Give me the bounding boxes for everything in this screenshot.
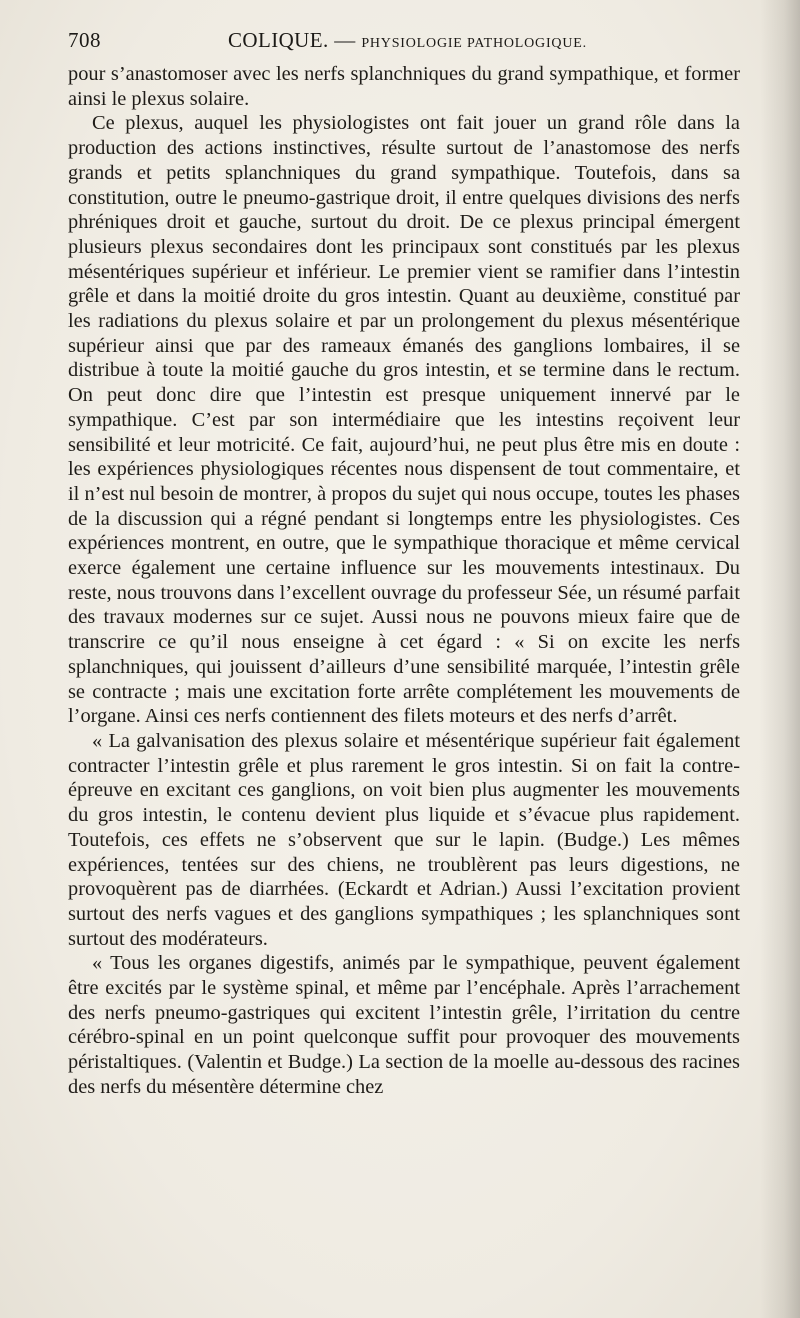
running-head-separator: — — [328, 28, 362, 52]
page-header — [68, 28, 740, 60]
paragraph-continuation: pour s’anastomoser avec les nerfs splanchniques du grand sympathique, et former ainsi le plexus solaire. — [68, 63, 740, 110]
running-head-title: COLIQUE. — [228, 28, 329, 52]
paragraph-galvanisation: « La galvanisation des plexus solaire et mésentérique supérieur fait également contracter l’intestin grêle et plus rarement le gros intestin. Si on fait la contre-épreuve en excitant ces ganglions, on voit bien plus augmenter les mouvements du gros intestin, le contenu devient plus liquide et s’évacue plus rapidement. Toutefois, ces effets ne s’observent que sur le lapin. (Budge.) Les mêmes expériences, tentées sur des chiens, ne troublèrent pas leurs digestions, ne provoquèrent pas de diarrhées. (Eckardt et Adrian.) Aussi l’excitation provient surtout des nerfs vagues et des ganglions sympathiques ; les splanchniques sont surtout des modérateurs. — [68, 729, 740, 950]
binding-shadow — [760, 0, 800, 1318]
body-text — [68, 62, 740, 1100]
running-head — [228, 28, 587, 53]
paragraph-plexus: Ce plexus, auquel les physiologistes ont fait jouer un grand rôle dans la production des actions instinctives, résulte surtout de l’anastomose des nerfs grands et petits splanchniques du grand sympathique. Toutefois, dans sa constitution, outre le pneumo-gastrique droit, il entre quelques divisions des nerfs phréniques droit et gauche, surtout du droit. De ce plexus principal émergent plusieurs plexus secondaires dont les principaux sont constitués par les plexus mésentériques supérieur et inférieur. Le premier vient se ramifier dans l’intestin grêle et dans la moitié droite du gros intestin. Quant au deuxième, constitué par les radiations du plexus solaire et par un prolongement du plexus mésentérique supérieur ainsi que par des rameaux émanés des ganglions lombaires, il se distribue à toute la moitié gauche du gros intestin, et se termine dans le rectum. On peut donc dire que l’intestin est presque uniquement innervé par le sympathique. C’est par son intermédiaire que les intestins reçoivent leur sensibilité et leur motricité. Ce fait, aujourd’hui, ne peut plus être mis en doute : les expériences physiologiques récentes nous dispensent de tout commentaire, et il n’est nul besoin de montrer, à propos du sujet qui nous occupe, toutes les phases de la discussion qui a régné pendant si longtemps entre les physiologistes. Ces expériences montrent, en outre, que le sympathique thoracique et même cervical exerce également une certaine influence sur les mouvements intestinaux. Du reste, nous trouvons dans l’excellent ouvrage du professeur Sée, un résumé parfait des travaux modernes sur ce sujet. Aussi nous ne pouvons mieux faire que de transcrire ce qu’il nous enseigne à cet égard : « Si on excite les nerfs splanchniques, qui jouissent d’ailleurs d’une sensibilité marquée, l’intestin grêle se contracte ; mais une excitation forte arrête complétement les mouvements de l’organe. Ainsi ces nerfs contiennent des filets moteurs et des nerfs d’arrêt. — [68, 112, 740, 728]
running-head-subtitle: PHYSIOLOGIE PATHOLOGIQUE. — [361, 36, 587, 51]
page-number: 708 — [68, 28, 101, 52]
paragraph-organes-digestifs: « Tous les organes digestifs, animés par le sympathique, peuvent également être excités par le système spinal, et même par l’encéphale. Après l’arrachement des nerfs pneumo-gastriques qui excitent l’intestin grêle, l’irritation du centre cérébro-spinal en un point quelconque suffit pour provoquer des mouvements péristaltiques. (Valentin et Budge.) La section de la moelle au-dessous des racines des nerfs du mésentère détermine chez — [68, 952, 740, 1098]
